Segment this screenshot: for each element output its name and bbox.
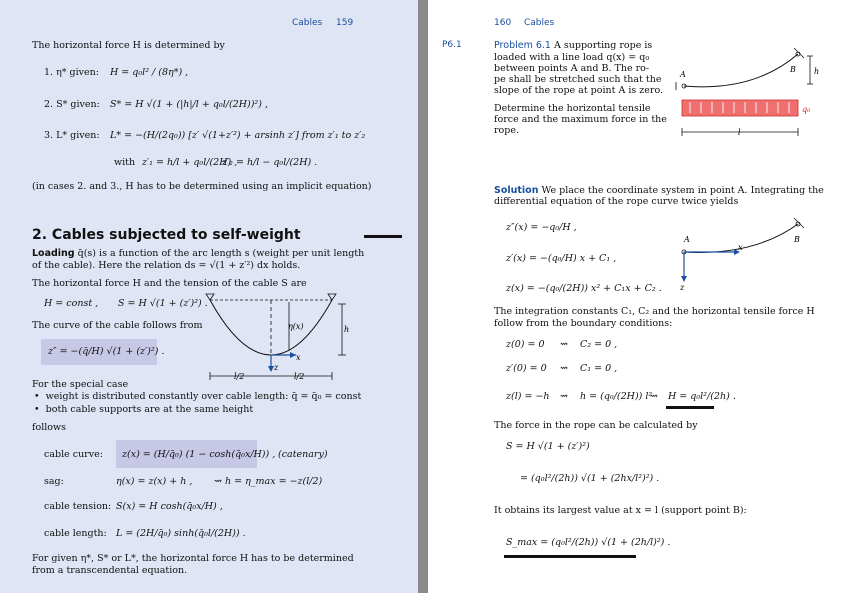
- bc-1-arrow: ⇝: [560, 339, 568, 350]
- fig-z-label: z: [274, 363, 279, 372]
- force-text: The force in the rope can be calculated by: [494, 420, 698, 431]
- task-line-2: force and the maximum force in the: [494, 114, 667, 125]
- fig-x-label: x: [296, 353, 301, 362]
- task-line-1: Determine the horizontal tensile: [494, 103, 651, 114]
- constants-line-1: The integration constants C₁, C₂ and the horizontal tensile force H: [494, 306, 815, 317]
- result-sag-extra: ⇝ h = η_max = −z(l/2): [214, 476, 323, 487]
- bc-2-rhs: C₁ = 0 ,: [580, 363, 618, 374]
- with-label: with: [114, 157, 136, 168]
- bc-3-rhs: h = (q₀/(2H)) l²: [580, 391, 653, 402]
- bc-3-result: H = q₀l²/(2h) .: [668, 391, 736, 402]
- catenary-note: (catenary): [278, 449, 328, 460]
- eq-1: z″(x) = −q₀/H ,: [506, 222, 577, 233]
- fig-half-2: l/2: [294, 372, 305, 381]
- z1-formula: z′₁ = h/l + q₀l/(2H) ,: [142, 157, 238, 168]
- smax-formula: S_max = (q₀l²/(2h)) √(1 + (2h/l)²) .: [506, 537, 671, 548]
- result-underline: [666, 406, 714, 409]
- problem-text-1: A supporting rope is: [550, 40, 653, 51]
- fig1-l-label: l: [738, 128, 741, 137]
- rope-figure: [674, 44, 824, 140]
- smax-underline: [504, 555, 636, 558]
- result-sag-formula: η(x) = z(x) + h ,: [116, 476, 193, 487]
- solution-text-1: We place the coordinate system in point A. Integrating the: [538, 185, 824, 196]
- loading-line-2: of the cable). Here the relation ds = √(1 + z′²) dx holds.: [32, 260, 301, 271]
- solution-line-2: differential equation of the rope curve twice yields: [494, 196, 739, 207]
- problem-line-2: loaded with a line load q(x) = q₀: [494, 52, 650, 63]
- result-tension-label: cable tension:: [44, 501, 112, 512]
- h-const: H = const ,: [44, 298, 99, 309]
- implicit-note: (in cases 2. and 3., H has to be determined using an implicit equation): [32, 181, 372, 192]
- case-1-formula: H = q₀l² / (8η*) ,: [110, 67, 189, 78]
- problem-line-5: slope of the rope at point A is zero.: [494, 85, 664, 96]
- bc-1-rhs: C₂ = 0 ,: [580, 339, 618, 350]
- curve-text: The curve of the cable follows from: [32, 320, 203, 331]
- problem-line-3: between points A and B. The ro-: [494, 63, 650, 74]
- header-section: Cables: [524, 18, 555, 28]
- case-2-label: 2. S* given:: [44, 99, 100, 110]
- special-case: For the special case: [32, 379, 129, 390]
- result-length-formula: L = (2H/q̄₀) sinh(q̄₀l/(2H)) .: [116, 528, 246, 539]
- bc-1-lhs: z(0) = 0: [506, 339, 545, 350]
- bc-3-arrow: ⇝: [560, 391, 568, 402]
- bc-3-arrow-2: ⇝: [650, 391, 658, 402]
- intro-text: The horizontal force H is determined by: [32, 40, 225, 51]
- fig-h-label: h: [344, 325, 350, 334]
- loading-term: Loading: [32, 248, 75, 259]
- eq-2: z′(x) = −(q₀/H) x + C₁ ,: [506, 253, 617, 264]
- s-formula: S = H √(1 + (z′)²) .: [118, 298, 208, 309]
- bullet-1: • weight is distributed constantly over cable length: q̄ = q̄₀ = const: [34, 391, 362, 402]
- result-tension-formula: S(x) = H cosh(q̄₀x/H) ,: [116, 501, 223, 512]
- bc-2-lhs: z′(0) = 0: [506, 363, 547, 374]
- result-curve-label: cable curve:: [44, 449, 103, 460]
- result-length-label: cable length:: [44, 528, 107, 539]
- catenary-figure: [204, 290, 354, 385]
- right-page: [428, 0, 843, 593]
- eq-3: z(x) = −(q₀/(2H)) x² + C₁x + C₂ .: [506, 283, 662, 294]
- result-sag-label: sag:: [44, 476, 64, 487]
- loading-text-1: q̄(s) is a function of the arc length s (weight per unit length: [74, 248, 365, 259]
- bc-3-lhs: z(l) = −h: [506, 391, 550, 402]
- bc-2-arrow: ⇝: [560, 363, 568, 374]
- case-1-label: 1. η* given:: [44, 67, 99, 78]
- loading-line-1: [32, 248, 364, 259]
- fig1-a-label: A: [680, 70, 686, 79]
- header-section: Cables: [292, 18, 323, 28]
- fig1-b-label: B: [790, 65, 796, 74]
- bullet-2: • both cable supports are at the same height: [34, 404, 254, 415]
- header-page-number: 159: [336, 18, 354, 28]
- case-3-formula: L* = −(H/(2q₀)) [z′ √(1+z′²) + arsinh z′] from z′₁ to z′₂: [110, 130, 366, 141]
- follows-text: follows: [32, 422, 67, 433]
- curve-eq: z″ = −(q̄/H) √(1 + (z′)²) .: [48, 346, 165, 357]
- s-eq-2: = (q₀l²/(2h)) √(1 + (2hx/l²)²) .: [520, 473, 660, 484]
- problem-title: Problem 6.1: [494, 40, 551, 51]
- fig-half-1: l/2: [234, 372, 245, 381]
- section-rule: [364, 235, 402, 238]
- fig1-q0-label: q₀: [802, 105, 811, 114]
- constants-line-2: follow from the boundary conditions:: [494, 318, 673, 329]
- section-title: 2. Cables subjected to self-weight: [32, 227, 301, 243]
- max-text: It obtains its largest value at x = l (support point B):: [494, 505, 747, 516]
- closing-line-1: For given η*, S* or L*, the horizontal force H has to be determined: [32, 553, 354, 564]
- fig-eta-label: η(x): [288, 322, 304, 331]
- case-2-formula: S* = H √(1 + (|h|/l + q₀l/(2H))²) ,: [110, 99, 268, 110]
- fig2-a-label: A: [684, 235, 690, 244]
- fig2-x-label: x: [738, 243, 743, 252]
- header-page-number: 160: [494, 18, 512, 28]
- fig1-h-label: h: [814, 67, 820, 76]
- fig2-z-label: z: [680, 283, 685, 292]
- task-line-3: rope.: [494, 125, 519, 136]
- bullet-2-text: both cable supports are at the same height: [45, 404, 254, 415]
- case-3-label: 3. L* given:: [44, 130, 100, 141]
- left-page: [0, 0, 418, 593]
- closing-line-2: from a transcendental equation.: [32, 565, 188, 576]
- result-curve-formula: z(x) = (H/q̄₀) (1 − cosh(q̄₀x/H)) ,: [122, 449, 276, 460]
- problem-line-4: pe shall be stretched such that the: [494, 74, 662, 85]
- force-line: The horizontal force H and the tension of the cable S are: [32, 278, 307, 289]
- solution-title: Solution: [494, 185, 539, 196]
- bullet-1-text: weight is distributed constantly over cable length: q̄ = q̄₀ = const: [45, 391, 362, 402]
- coordinate-figure: [674, 212, 814, 294]
- fig2-b-label: B: [794, 235, 800, 244]
- s-eq: S = H √(1 + (z′)²): [506, 441, 590, 452]
- z2-formula: z′₂ = h/l − q₀l/(2H) .: [222, 157, 318, 168]
- solution-line-1: [494, 185, 824, 196]
- problem-tag: P6.1: [442, 40, 462, 50]
- problem-line-1: [494, 40, 652, 51]
